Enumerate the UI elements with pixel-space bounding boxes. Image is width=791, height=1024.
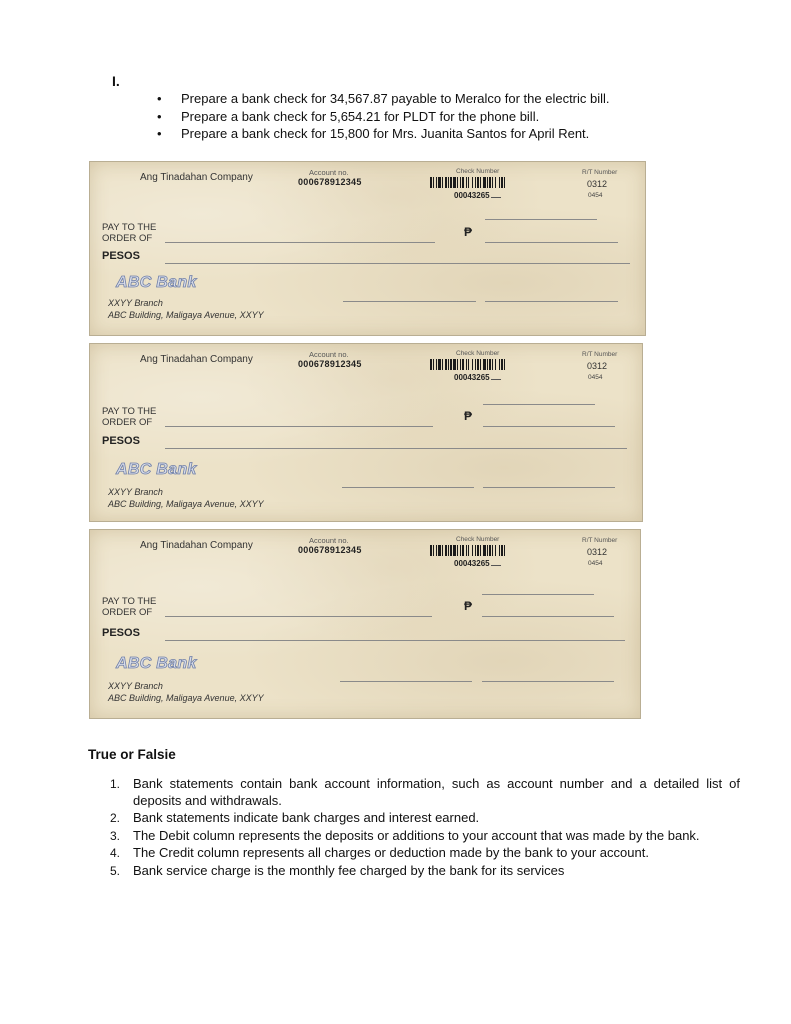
rt-number: 0312	[587, 361, 608, 371]
pesos-label: PESOS	[102, 435, 140, 447]
date-line[interactable]	[482, 594, 594, 595]
rt-label: R/T Number	[582, 351, 618, 358]
order-of-label: ORDER OF	[102, 233, 153, 244]
check-number-label: Check Number	[456, 350, 500, 357]
payee-line[interactable]	[165, 616, 432, 617]
task-item	[157, 90, 610, 108]
bank-address: ABC Building, Maligaya Avenue, XXYY	[108, 499, 264, 509]
bank-check-2	[89, 343, 643, 522]
company-name: Ang Tinadahan Company	[140, 540, 253, 551]
item-number: 3.	[110, 828, 121, 843]
task-text: Prepare a bank check for 15,800 for Mrs. Juanita Santos for April Rent.	[181, 126, 590, 141]
amount-line[interactable]	[482, 616, 614, 617]
payee-line[interactable]	[165, 426, 433, 427]
item-text: Bank statements contain bank account information, such as account number and a detailed list of deposits and withdrawals.	[133, 776, 740, 808]
amount-line[interactable]	[485, 242, 618, 243]
task-item	[157, 125, 610, 143]
amount-words-line[interactable]	[165, 640, 625, 641]
check-number: 00043265	[454, 559, 501, 568]
rt-label: R/T Number	[582, 169, 618, 176]
item-number: 5.	[110, 863, 121, 878]
account-number: 000678912345	[298, 177, 362, 187]
rt-sub-number: 0454	[588, 374, 603, 381]
item-text: The Credit column represents all charges or deduction made by the bank to your account.	[133, 845, 649, 860]
barcode-icon	[430, 177, 535, 188]
list-item	[110, 810, 740, 827]
rt-sub-number: 0454	[588, 192, 603, 199]
bank-branch: XXYY Branch	[108, 487, 163, 497]
item-text: The Debit column represents the deposits or additions to your account that was made by the bank.	[133, 827, 700, 843]
barcode-icon	[430, 359, 535, 370]
account-label: Account no.	[309, 168, 349, 177]
item-number: 2.	[110, 811, 121, 825]
true-false-title: True or Falsie	[88, 747, 176, 762]
task-list	[157, 90, 610, 143]
check-number-label: Check Number	[456, 536, 500, 543]
item-number: 1.	[110, 777, 121, 791]
peso-sign: ₱	[464, 599, 473, 613]
signature-line-2[interactable]	[485, 301, 618, 302]
rt-number: 0312	[587, 547, 608, 557]
bank-check-3	[89, 529, 641, 719]
signature-line-2[interactable]	[483, 487, 615, 488]
pesos-label: PESOS	[102, 250, 140, 262]
payee-line[interactable]	[165, 242, 435, 243]
task-text: Prepare a bank check for 34,567.87 payable to Meralco for the electric bill.	[181, 91, 610, 106]
signature-line-2[interactable]	[482, 681, 614, 682]
item-number: 4.	[110, 846, 121, 860]
signature-line-1[interactable]	[343, 301, 476, 302]
bank-logo: ABC Bank	[116, 274, 197, 291]
section-number: I.	[112, 73, 120, 89]
order-of-label: ORDER OF	[102, 417, 153, 428]
company-name: Ang Tinadahan Company	[140, 354, 253, 365]
peso-sign: ₱	[464, 409, 473, 423]
amount-words-line[interactable]	[165, 263, 630, 264]
date-line[interactable]	[485, 219, 597, 220]
rt-number: 0312	[587, 179, 608, 189]
rt-label: R/T Number	[582, 537, 618, 544]
bank-check-1	[89, 161, 646, 336]
check-number: 00043265	[454, 373, 501, 382]
peso-sign: ₱	[464, 225, 473, 239]
account-number: 000678912345	[298, 359, 362, 369]
amount-line[interactable]	[483, 426, 615, 427]
list-item	[110, 845, 740, 862]
true-false-list	[110, 776, 740, 880]
date-line[interactable]	[483, 404, 595, 405]
signature-line-1[interactable]	[340, 681, 472, 682]
item-text: Bank statements indicate bank charges and interest earned.	[133, 810, 480, 825]
bank-logo: ABC Bank	[116, 461, 197, 478]
list-item	[110, 776, 740, 809]
list-item	[110, 828, 740, 845]
account-label: Account no.	[309, 350, 349, 359]
bank-address: ABC Building, Maligaya Avenue, XXYY	[108, 310, 264, 320]
order-of-label: ORDER OF	[102, 607, 153, 618]
bullet: •	[157, 108, 162, 124]
task-item	[157, 108, 610, 126]
bullet: •	[157, 126, 162, 141]
bank-address: ABC Building, Maligaya Avenue, XXYY	[108, 693, 264, 703]
barcode-icon	[430, 545, 535, 556]
pesos-label: PESOS	[102, 627, 140, 639]
pay-to-label: PAY TO THE	[102, 222, 157, 233]
account-label: Account no.	[309, 536, 349, 545]
company-name: Ang Tinadahan Company	[140, 172, 253, 183]
signature-line-1[interactable]	[342, 487, 474, 488]
task-text: Prepare a bank check for 5,654.21 for PLDT for the phone bill.	[181, 108, 540, 124]
item-text: Bank service charge is the monthly fee charged by the bank for its services	[133, 862, 565, 878]
pay-to-label: PAY TO THE	[102, 406, 157, 417]
check-number-label: Check Number	[456, 168, 500, 175]
bank-branch: XXYY Branch	[108, 681, 163, 691]
bank-branch: XXYY Branch	[108, 298, 163, 308]
list-item	[110, 863, 740, 880]
amount-words-line[interactable]	[165, 448, 627, 449]
bank-logo: ABC Bank	[116, 655, 197, 672]
pay-to-label: PAY TO THE	[102, 596, 157, 607]
check-number: 00043265	[454, 191, 501, 200]
bullet: •	[157, 91, 162, 106]
account-number: 000678912345	[298, 545, 362, 555]
rt-sub-number: 0454	[588, 560, 603, 567]
